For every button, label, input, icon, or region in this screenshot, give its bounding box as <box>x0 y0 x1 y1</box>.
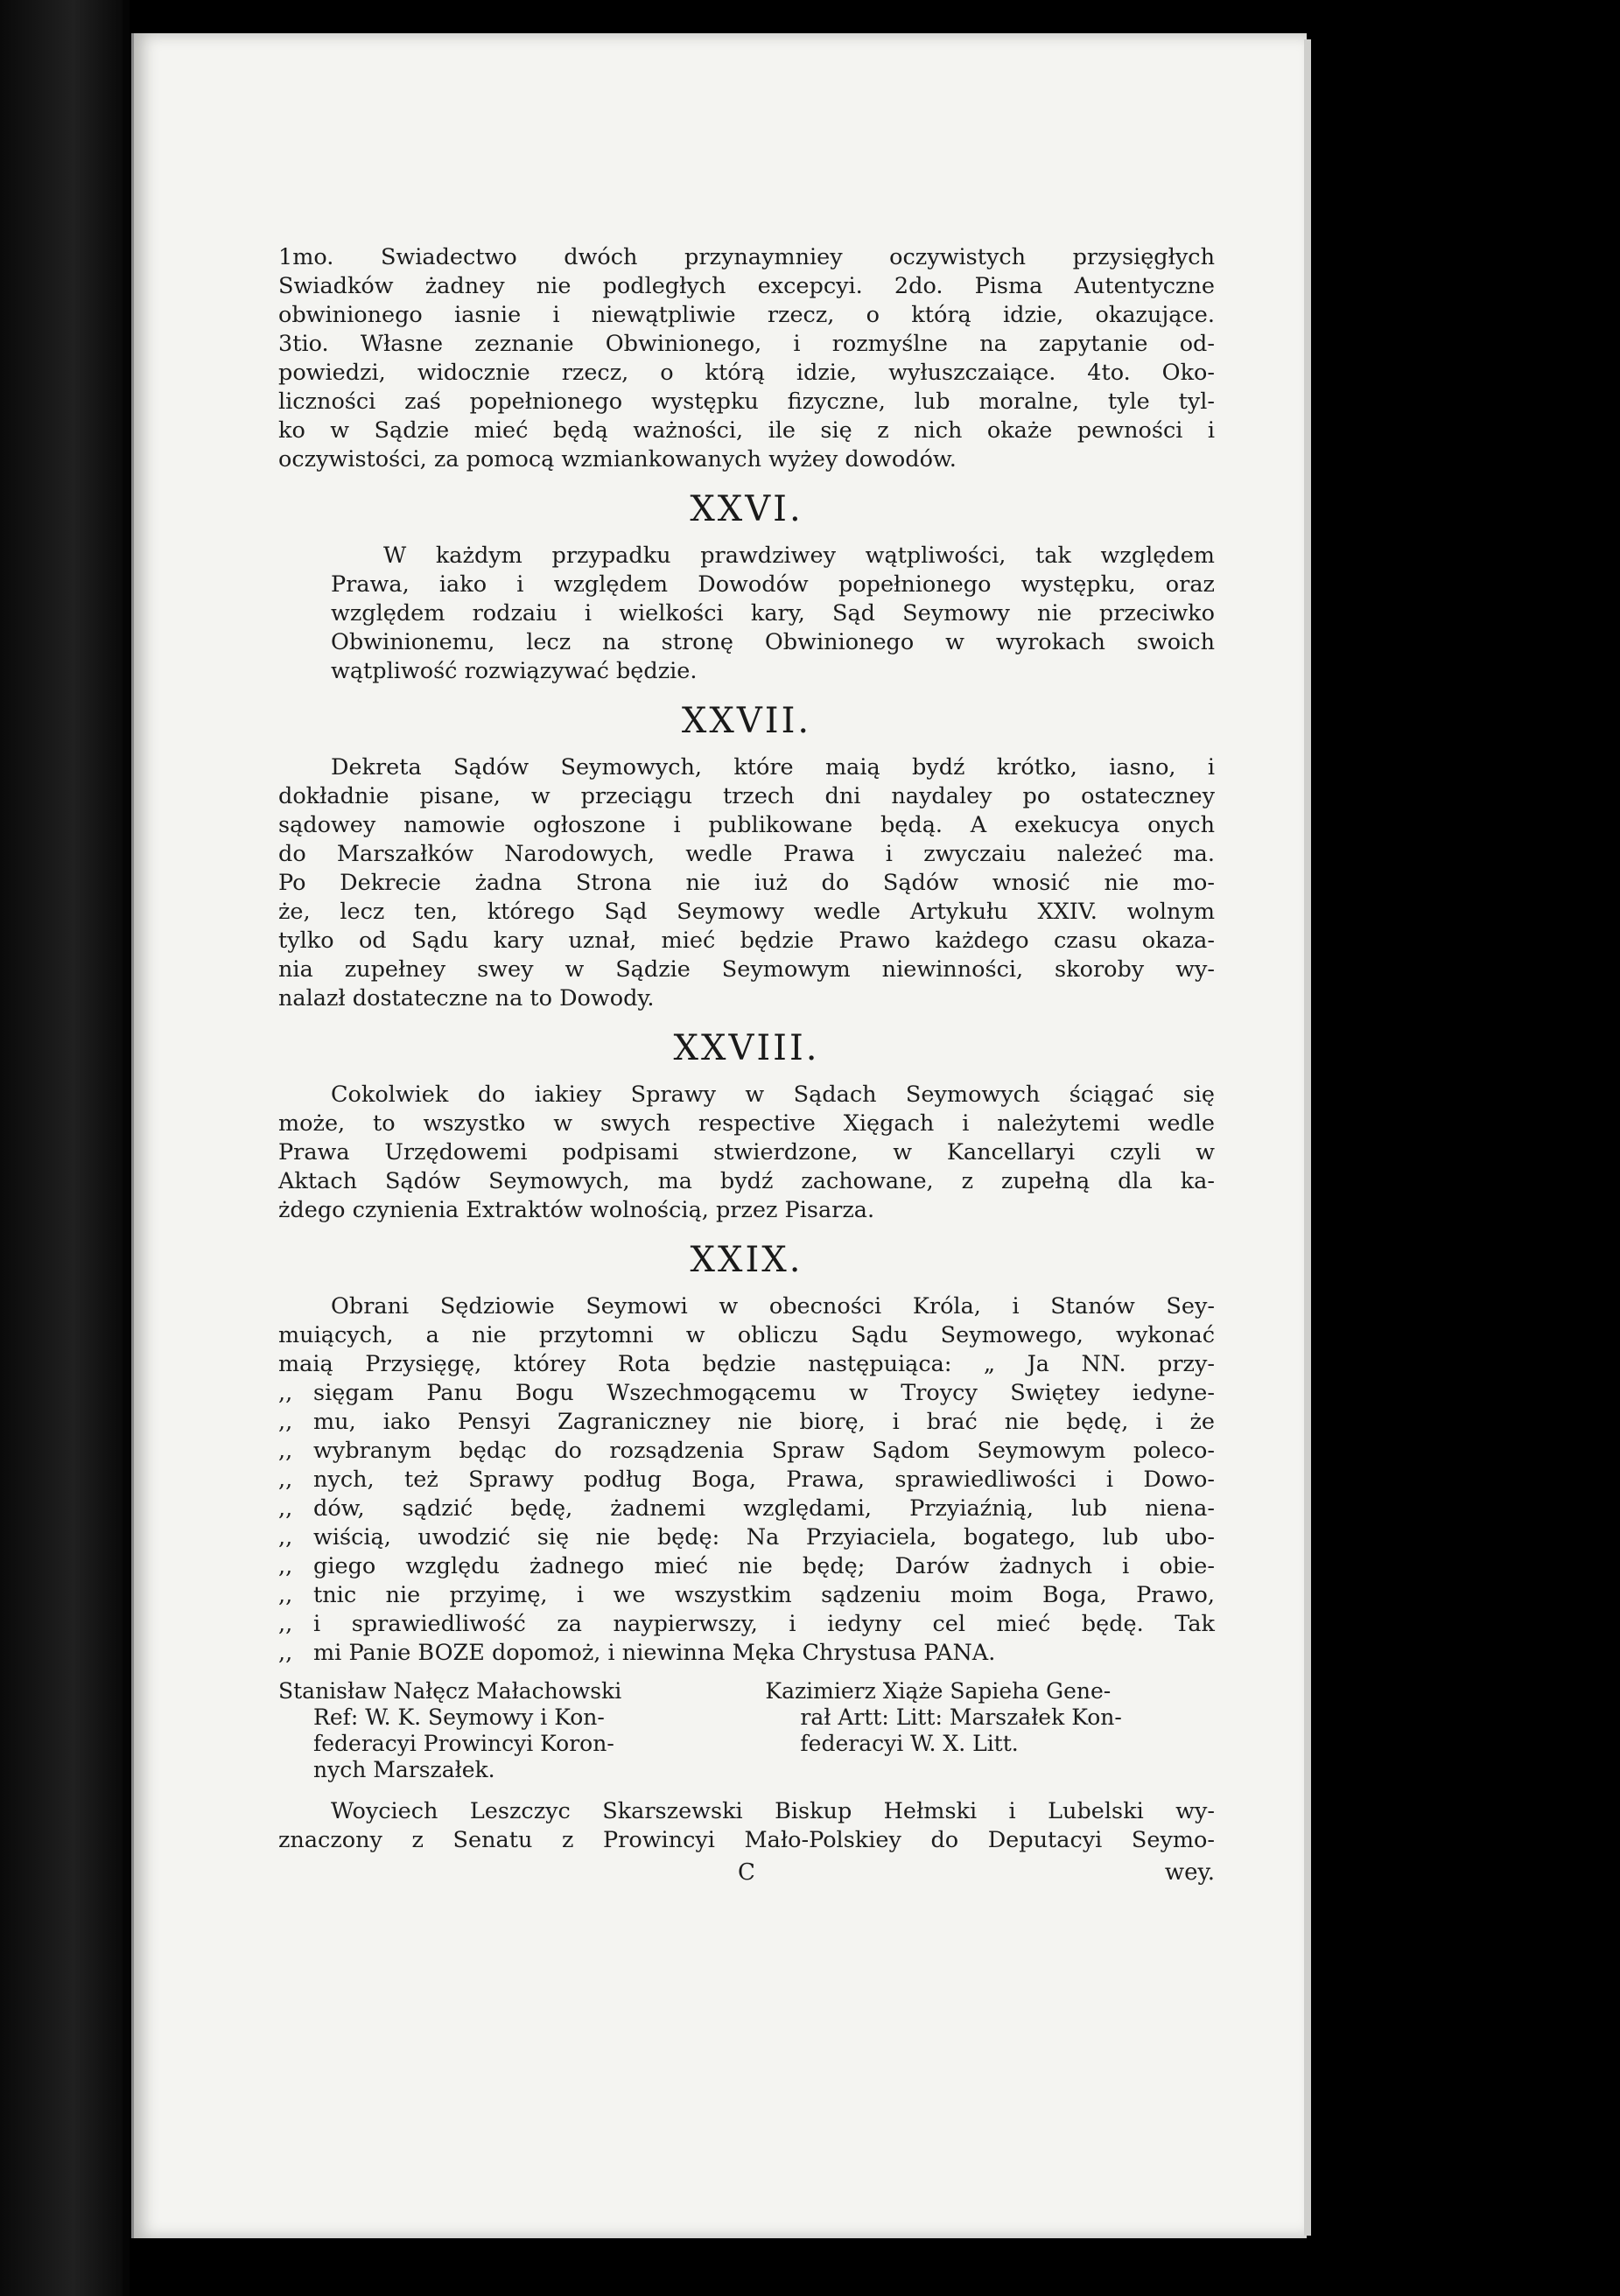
text-line: Po Dekrecie żadna Strona nie iuż do Sądów wnosić nie mo- <box>278 870 1215 896</box>
text-line: 1mo. Swiadectwo dwóch przynaymniey oczywistych przysięgłych <box>278 244 1215 270</box>
oath-line <box>278 1610 1215 1639</box>
text-line: Prawa, iako i względem Dowodów popełnionego występku, oraz <box>331 571 1215 598</box>
signature-sapieha <box>756 1678 1215 1783</box>
text-line: może, to wszystko w swych respective Xięgach i należytemi wedle <box>278 1110 1215 1137</box>
oath-line <box>278 1523 1215 1552</box>
text-line: powiedzi, widocznie rzecz, o którą idzie, wyłuszczaiące. 4to. Oko- <box>278 360 1215 386</box>
page-right-edge <box>1304 39 1311 2236</box>
text-line: wiścią, uwodzić się nie będę: Na Przyiaciela, bogatego, lub ubo- <box>313 1524 1215 1550</box>
text-line: żdego czynienia Extraktów wolnością, przez Pisarza. <box>278 1197 875 1223</box>
quote-mark: ,, <box>278 1611 293 1637</box>
signatures <box>278 1678 1215 1783</box>
text-line: Dekreta Sądów Seymowych, które maią bydź krótko, iasno, i <box>331 754 1215 780</box>
text-line: względem rodzaiu i wielkości kary, Sąd Seymowy nie przeciwko <box>331 600 1215 626</box>
quote-mark: ,, <box>278 1466 293 1493</box>
quote-mark: ,, <box>278 1438 293 1464</box>
oath-line <box>278 1639 1215 1668</box>
quote-mark: ,, <box>278 1380 293 1406</box>
text-line: mi Panie BOZE dopomoż, i niewinna Męka Chrystusa PANA. <box>313 1640 996 1666</box>
signature-line: Ref: W. K. Seymowy i Kon- <box>313 1704 605 1730</box>
article-heading-xxvi: XXVI. <box>690 489 803 529</box>
text-line: sądowey namowie ogłoszone i publikowane będą. A exekucya onych <box>278 812 1215 838</box>
text-line: wątpliwość rozwiązywać będzie. <box>331 658 698 684</box>
oath-line <box>278 1581 1215 1610</box>
article-heading-xxviii: XXVIII. <box>673 1028 820 1068</box>
oath-line <box>278 1379 1215 1408</box>
paragraph-xxvi <box>278 542 1215 686</box>
text-line: Woyciech Leszczyc Skarszewski Biskup Hełmski i Lubelski wy- <box>331 1798 1215 1824</box>
oath-line <box>278 1466 1215 1494</box>
signature-mark: C <box>738 1859 755 1886</box>
text-line: dokładnie pisane, w przeciągu trzech dni naydaley po ostateczney <box>278 783 1215 809</box>
oath-block <box>278 1379 1215 1668</box>
book-gutter-shadow <box>0 0 123 2296</box>
text-line: liczności zaś popełnionego występku fizyczne, lub moralne, tyle tyl- <box>278 388 1215 415</box>
signature-line: Kazimierz Xiąże Sapieha Gene- <box>765 1678 1112 1704</box>
closing-paragraph <box>278 1797 1215 1855</box>
text-line: sięgam Panu Bogu Wszechmogącemu w Troycy Swiętey iedyne- <box>313 1380 1215 1406</box>
text-line: nalazł dostateczne na to Dowody. <box>278 985 655 1012</box>
text-line: znaczony z Senatu z Prowincyi Mało-Polskiey do Deputacyi Seymo- <box>278 1827 1215 1853</box>
document-page <box>131 33 1307 2238</box>
text-line: ko w Sądzie mieć będą ważności, ile się z nich okaże pewności i <box>278 417 1215 444</box>
oath-line <box>278 1437 1215 1466</box>
text-line: tylko od Sądu kary uznał, mieć będzie Prawo każdego czasu okaza- <box>278 928 1215 954</box>
signature-line: federacyi W. X. Litt. <box>800 1731 1019 1756</box>
paragraph-xxix-intro <box>278 1292 1215 1379</box>
text-line: Swiadków żadney nie podległych excepcyi. 2do. Pisma Autentyczne <box>278 273 1215 299</box>
text-line: Aktach Sądów Seymowych, ma bydź zachowane, z zupełną dla ka- <box>278 1168 1215 1194</box>
page-footer <box>278 1858 1215 1887</box>
text-line: mu, iako Pensyi Zagraniczney nie biorę, i brać nie będę, i że <box>313 1409 1215 1435</box>
text-line: nia zupełney swey w Sądzie Seymowym niewinności, skoroby wy- <box>278 956 1215 983</box>
signature-line: federacyi Prowincyi Koron- <box>313 1731 614 1756</box>
paragraph-xxv-continuation <box>278 243 1215 474</box>
oath-line <box>278 1408 1215 1437</box>
article-heading-xxvii: XXVII. <box>681 701 812 741</box>
quote-mark: ,, <box>278 1582 293 1608</box>
signature-malachowski <box>278 1678 728 1783</box>
article-heading-xxix: XXIX. <box>690 1240 803 1280</box>
text-line: że, lecz ten, którego Sąd Seymowy wedle Artykułu XXIV. wolnym <box>278 899 1215 925</box>
oath-line <box>278 1494 1215 1523</box>
paragraph-xxviii <box>278 1081 1215 1225</box>
catchword: wey. <box>1164 1859 1215 1886</box>
quote-mark: ,, <box>278 1524 293 1550</box>
text-line: muiących, a nie przytomni w obliczu Sądu Seymowego, wykonać <box>278 1322 1215 1348</box>
text-line: Obrani Sędziowie Seymowi w obecności Króla, i Stanów Sey- <box>331 1293 1215 1320</box>
text-line: nych, też Sprawy podług Boga, Prawa, sprawiedliwości i Dowo- <box>313 1466 1215 1493</box>
quote-mark: ,, <box>278 1640 293 1666</box>
signature-line: nych Marszałek. <box>313 1757 495 1782</box>
quote-mark: ,, <box>278 1495 293 1522</box>
text-line: wybranym będąc do rozsądzenia Spraw Sądom Seymowym poleco- <box>313 1438 1215 1464</box>
text-line: Obwinionemu, lecz na stronę Obwinionego w wyrokach swoich <box>331 629 1215 655</box>
text-line: do Marszałków Narodowych, wedle Prawa i zwyczaiu należeć ma. <box>278 841 1215 867</box>
text-line: dów, sądzić będę, żadnemi względami, Przyiaźnią, lub niena- <box>313 1495 1215 1522</box>
signature-line: rał Artt: Litt: Marszałek Kon- <box>800 1704 1122 1730</box>
text-line: 3tio. Własne zeznanie Obwinionego, i rozmyślne na zapytanie od- <box>278 331 1215 357</box>
signature-line: Stanisław Nałęcz Małachowski <box>278 1678 622 1704</box>
quote-mark: ,, <box>278 1409 293 1435</box>
quote-mark: ,, <box>278 1553 293 1579</box>
paragraph-xxvii <box>278 753 1215 1013</box>
text-line: Cokolwiek do iakiey Sprawy w Sądach Seymowych ściągać się <box>331 1082 1215 1108</box>
text-line: maią Przysięgę, którey Rota będzie następuiąca: „ Ja NN. przy- <box>278 1351 1215 1377</box>
text-line: obwinionego iasnie i niewątpliwie rzecz, o którą idzie, okazujące. <box>278 302 1215 328</box>
oath-line <box>278 1552 1215 1581</box>
text-line: Prawa Urzędowemi podpisami stwierdzone, w Kancellaryi czyli w <box>278 1139 1215 1166</box>
text-line: W każdym przypadku prawdziwey wątpliwości, tak względem <box>383 542 1215 569</box>
text-line: giego względu żadnego mieć nie będę; Darów żadnych i obie- <box>313 1553 1215 1579</box>
text-line: i sprawiedliwość za naypierwszy, i iedyny cel mieć będę. Tak <box>313 1611 1215 1637</box>
text-line: oczywistości, za pomocą wzmiankowanych wyżey dowodów. <box>278 446 957 472</box>
text-line: tnic nie przyimę, i we wszystkim sądzeniu moim Boga, Prawo, <box>313 1582 1215 1608</box>
page-text <box>278 243 1215 1887</box>
